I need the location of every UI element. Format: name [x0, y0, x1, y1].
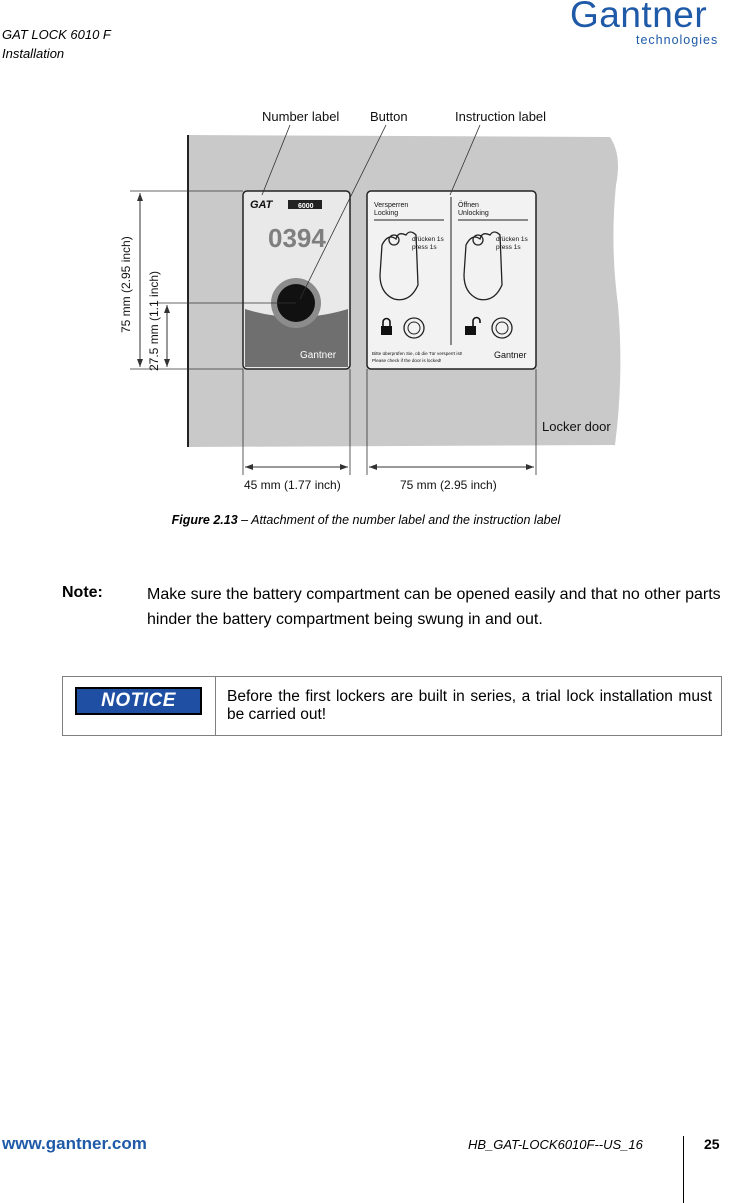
logo-subtitle: technologies	[636, 33, 719, 47]
instr-press-de-2: drücken 1s	[496, 236, 528, 243]
instr-check-de: Bitte überprüfen Sie, ob die Tür versperrt ist!	[372, 351, 463, 356]
header-product: GAT LOCK 6010 F	[2, 27, 111, 42]
instr-press-en-1: press 1s	[412, 244, 437, 251]
figure-caption	[0, 513, 732, 527]
number-label-number: 0394	[268, 223, 326, 253]
callout-locker-door: Locker door	[542, 419, 611, 434]
instr-unlock-en: Unlocking	[458, 210, 489, 217]
dim-height-button: 27.5 mm (1.1 inch)	[147, 270, 161, 371]
notice-badge: NOTICE	[75, 687, 202, 715]
instr-logo: Gantner	[494, 350, 527, 360]
note-label: Note:	[62, 584, 103, 601]
dim-height-total: 75 mm (2.95 inch)	[119, 236, 133, 333]
instr-press-de-1: drücken 1s	[412, 236, 444, 243]
instr-unlock-de: Öffnen	[458, 202, 479, 209]
callout-number-label: Number label	[262, 109, 340, 124]
number-label-brand: GAT	[250, 199, 273, 211]
notice-text: Before the first lockers are built in series, a trial lock installation must be carried out!	[227, 688, 712, 723]
instr-press-en-2: press 1s	[496, 244, 521, 251]
caption-text: – Attachment of the number label and the instruction label	[237, 513, 561, 527]
instr-lock-de: Versperren	[374, 202, 409, 209]
footer-url[interactable]: www.gantner.com	[2, 1134, 147, 1153]
caption-label: Figure 2.13	[171, 513, 238, 527]
notice-box	[62, 676, 722, 736]
footer-divider	[683, 1136, 684, 1203]
page-number: 25	[704, 1136, 720, 1152]
logo-word: Gantner	[570, 0, 708, 35]
instr-lock-en: Locking	[374, 210, 399, 217]
callout-instruction-label: Instruction label	[455, 109, 547, 124]
header-title-block	[2, 25, 111, 63]
number-label-model: 6000	[298, 203, 314, 210]
number-label	[243, 191, 350, 369]
number-label-logo: Gantner	[300, 350, 337, 361]
header-section: Installation	[2, 46, 65, 61]
note-text: Make sure the battery compartment can be opened easily and that no other parts hinder the battery compartment being swung in and out.	[147, 586, 721, 628]
figure-locker-labels	[110, 95, 630, 495]
instr-check-en: Please check if the door is locked!	[372, 358, 442, 363]
instruction-label	[367, 191, 536, 369]
callout-button: Button	[370, 109, 408, 124]
footer-doc-id: HB_GAT-LOCK6010F--US_16	[468, 1137, 643, 1152]
gantner-logo	[570, 0, 732, 50]
notice-badge-cell	[63, 677, 216, 735]
dim-width-number: 45 mm (1.77 inch)	[244, 478, 341, 492]
dim-width-instruction: 75 mm (2.95 inch)	[400, 478, 497, 492]
